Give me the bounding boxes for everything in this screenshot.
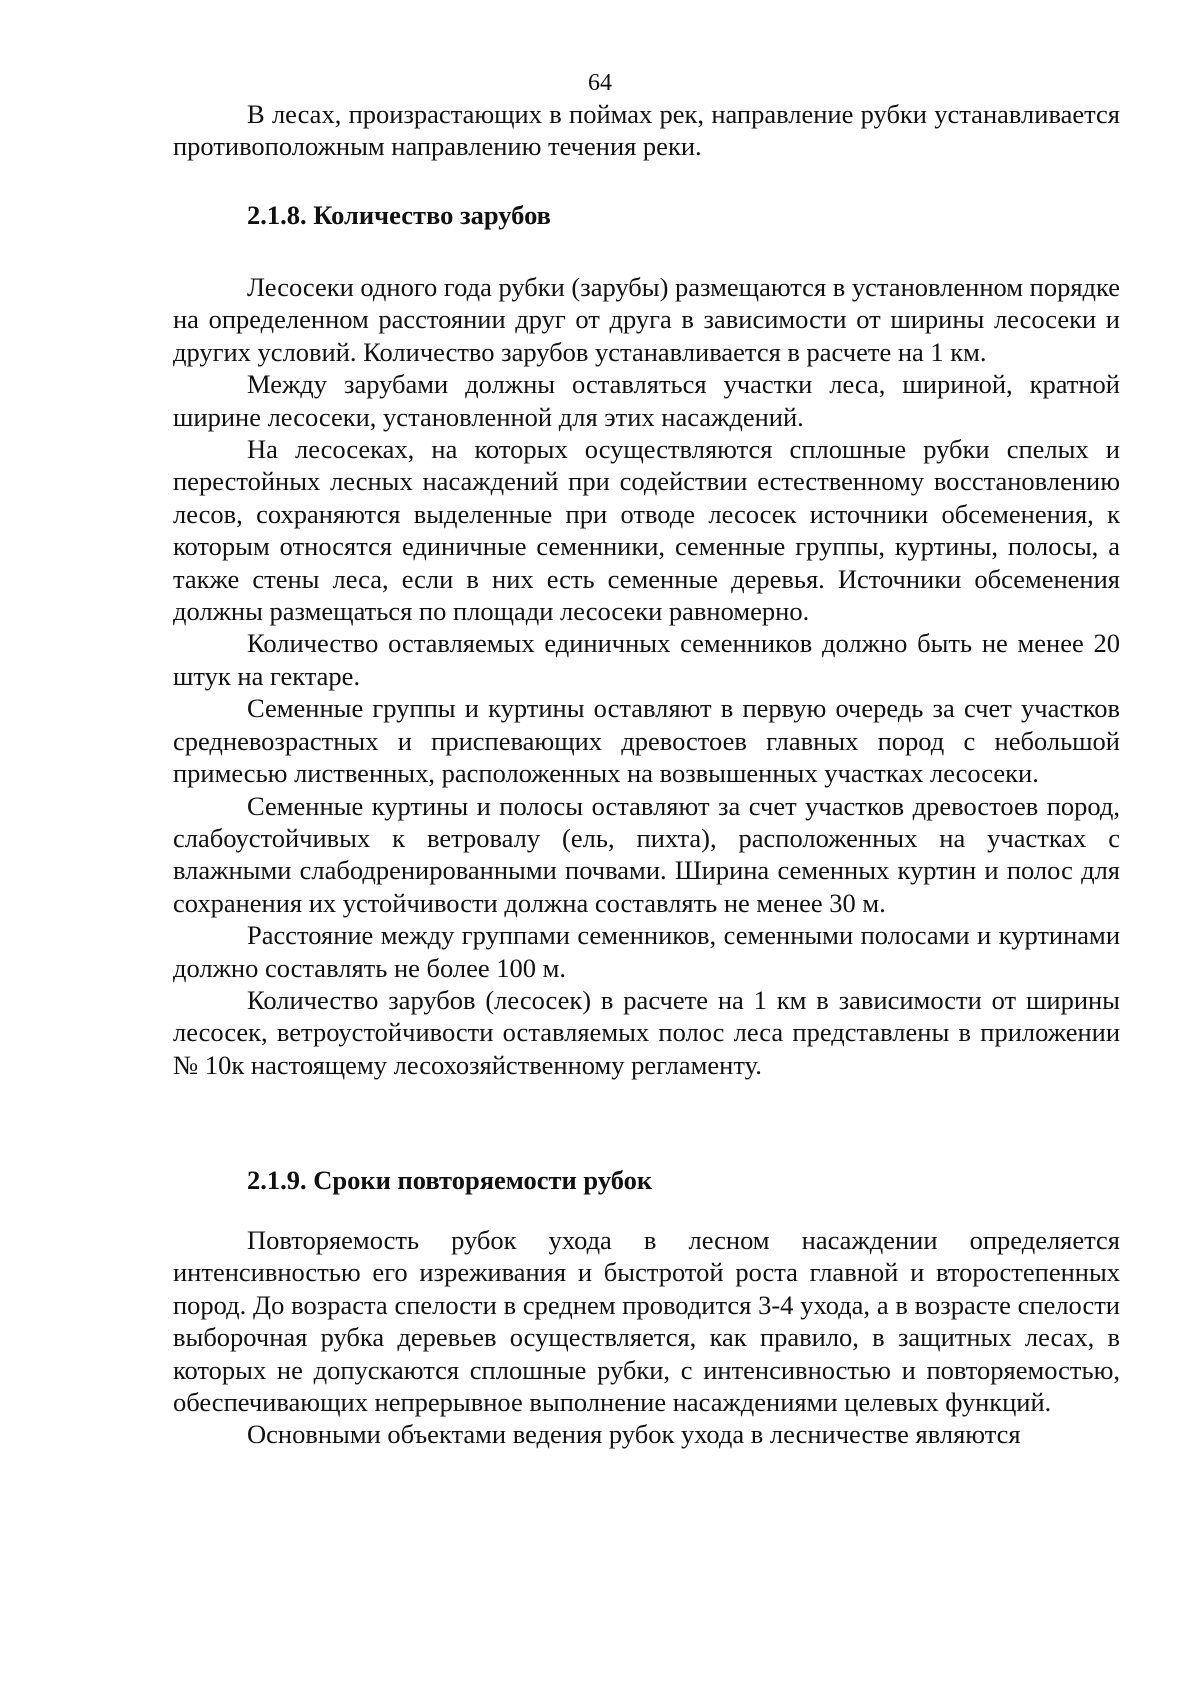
paragraph: Основными объектами ведения рубок ухода в лесничестве являются	[247, 1419, 1021, 1450]
paragraph: Лесосеки одного года рубки (зарубы) размещаются в установленном порядке на определенном расстоянии друг от друга в зависимости от ширины лесосеки и других условий. Количество зарубов устанавливается в расчете на 1 км.	[173, 272, 1120, 367]
paragraph: Количество зарубов (лесосек) в расчете на 1 км в зависимости от ширины лесосек, ветроустойчивости оставляемых полос леса представлены в приложении № 10к настоящему лесохозяйственному регламенту.	[173, 984, 1120, 1080]
section-2-1-8-body	[173, 271, 1120, 1081]
section-2-1-9-body	[173, 1224, 1120, 1451]
section-heading: 2.1.9. Сроки повторяемости рубок	[247, 1165, 653, 1195]
paragraph: В лесах, произрастающих в поймах рек, направление рубки устанавливается противоположным направлению течения реки.	[173, 99, 1120, 162]
section-2-1-9	[173, 1164, 1120, 1196]
section-2-1-8	[173, 199, 1120, 231]
paragraph: На лесосеках, на которых осуществляются сплошные рубки спелых и перестойных лесных насаждений при содействии естественному восстановлению лесов, сохраняются выделенные при отводе лесосек источники обсеменения, к которым относятся единичные семенники, семенные группы, куртины, полосы, а также стены леса, если в них есть семенные деревья. Источники обсеменения должны размещаться по площади лесосеки равномерно.	[173, 434, 1120, 627]
section-heading: 2.1.8. Количество зарубов	[247, 200, 551, 230]
paragraph: Расстояние между группами семенников, семенными полосами и куртинами должно составлять не более 100 м.	[173, 920, 1120, 983]
page-number: 64	[588, 70, 612, 96]
paragraph: Семенные куртины и полосы оставляют за счет участков древостоев пород, слабоустойчивых к ветровалу (ель, пихта), расположенных на участках с влажными слабодренированными почвами. Ширина семенных куртин и полос для сохранения их устойчивости должна составлять не менее 30 м.	[173, 790, 1120, 918]
paragraph: Семенные группы и куртины оставляют в первую очередь за счет участков средневозрастных и приспевающих древостоев главных пород с небольшой примесью лиственных, расположенных на возвышенных участках лесосеки.	[173, 693, 1120, 789]
paragraph: Между зарубами должны оставляться участки леса, шириной, кратной ширине лесосеки, установленной для этих насаждений.	[173, 369, 1120, 432]
intro-block	[173, 98, 1120, 163]
paragraph: Повторяемость рубок ухода в лесном насаждении определяется интенсивностью его изреживания и быстротой роста главной и второстепенных пород. До возраста спелости в среднем проводится 3-4 ухода, а в возрасте спелости выборочная рубка деревьев осуществляется, как правило, в защитных лесах, в которых не допускаются сплошные рубки, с интенсивностью и повторяемостью, обеспечивающих непрерывное выполнение насаждениями целевых функций.	[173, 1225, 1120, 1418]
paragraph: Количество оставляемых единичных семенников должно быть не менее 20 штук на гектаре.	[173, 628, 1120, 691]
